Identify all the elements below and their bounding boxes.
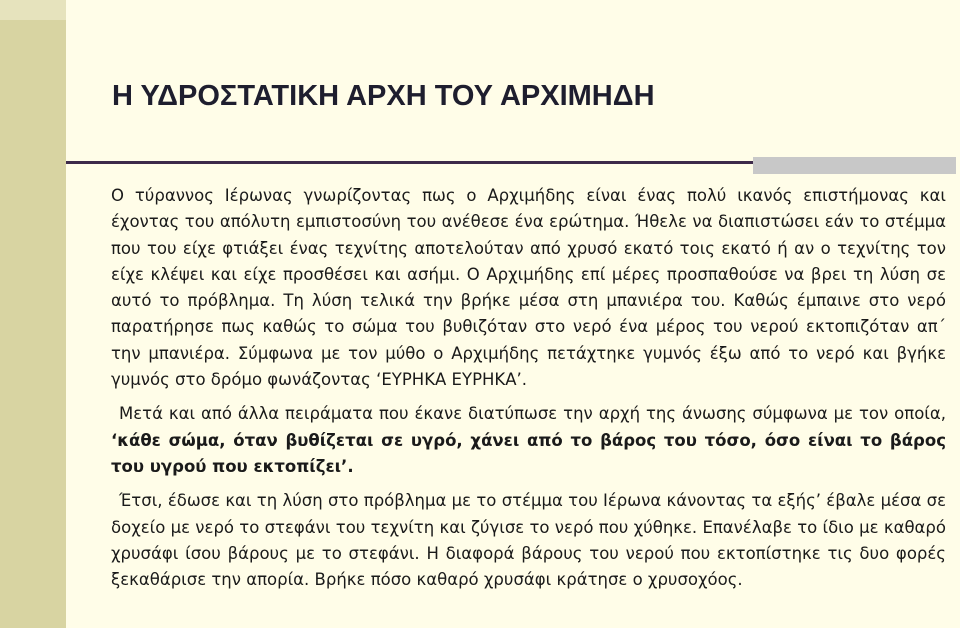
left-band-notch	[0, 0, 66, 20]
slide-title: Η ΥΔΡΟΣΤΑΤΙΚΗ ΑΡΧΗ ΤΟΥ ΑΡΧΙΜΗΔΗ	[112, 80, 655, 112]
paragraph-story: Ο τύραννος Ιέρωνας γνωρίζοντας πως ο Αρχιμήδης είναι ένας πολύ ικανός επιστήμονας και έχοντας του απόλυτη εμπιστοσύνη του ανέθεσε ένα ερώτημα. Ήθελε να διαπιστώσει εάν το στέμμα που του είχε φτιάξει ένας τεχνίτης αποτελούταν από χρυσό εκατό τοις εκατό ή αν ο τεχνίτης τον είχε κλέψει και είχε προσθέσει και ασήμι. Ο Αρχιμήδης επί μέρες προσπαθούσε να βρει τη λύση σε αυτό το πρόβλημα. Τη λύση τελικά την βρήκε μέσα στη μπανιέρα του. Καθώς έμπαινε στο νερό παρατήρησε πως καθώς το σώμα του βυθιζόταν στο νερό ένα μέρος του νερού εκτοπιζόταν απ΄ την μπανιέρα. Σύμφωνα με τον μύθο ο Αρχιμήδης πετάχτηκε γυμνός έξω από το νερό και βγήκε γυμνός στο δρόμο φωνάζοντας ‘ΕΥΡΗΚΑ ΕΥΡΗΚΑ’.	[111, 186, 946, 390]
paragraph-principle	[111, 401, 946, 480]
left-decorative-band	[0, 0, 66, 628]
principle-intro-text: Μετά και από άλλα πειράματα που έκανε διατύπωσε την αρχή της άνωσης σύμφωνα με τον οποία,	[119, 404, 946, 424]
principle-statement: ‘κάθε σώμα, όταν βυθίζεται σε υγρό, χάνει από το βάρος του τόσο, όσο είναι το βάρος του υγρού που εκτοπίζει’.	[111, 430, 946, 476]
slide-body	[111, 183, 946, 593]
title-accent-bar	[753, 157, 956, 174]
title-divider-rule	[66, 161, 760, 164]
paragraph-solution: Έτσι, έδωσε και τη λύση στο πρόβλημα με το στέμμα του Ιέρωνα κάνοντας τα εξής’ έβαλε μέσα σε δοχείο με νερό το στεφάνι του τεχνίτη και ζύγισε το νερό που χύθηκε. Επανέλαβε το ίδιο με καθαρό χρυσάφι ίσου βάρους με το στεφάνι. Η διαφορά βάρους του νερού που εκτοπίστηκε τις δυο φορές ξεκαθάρισε την απορία. Βρήκε πόσο καθαρό χρυσάφι κράτησε ο χρυσοχόος.	[111, 491, 946, 590]
